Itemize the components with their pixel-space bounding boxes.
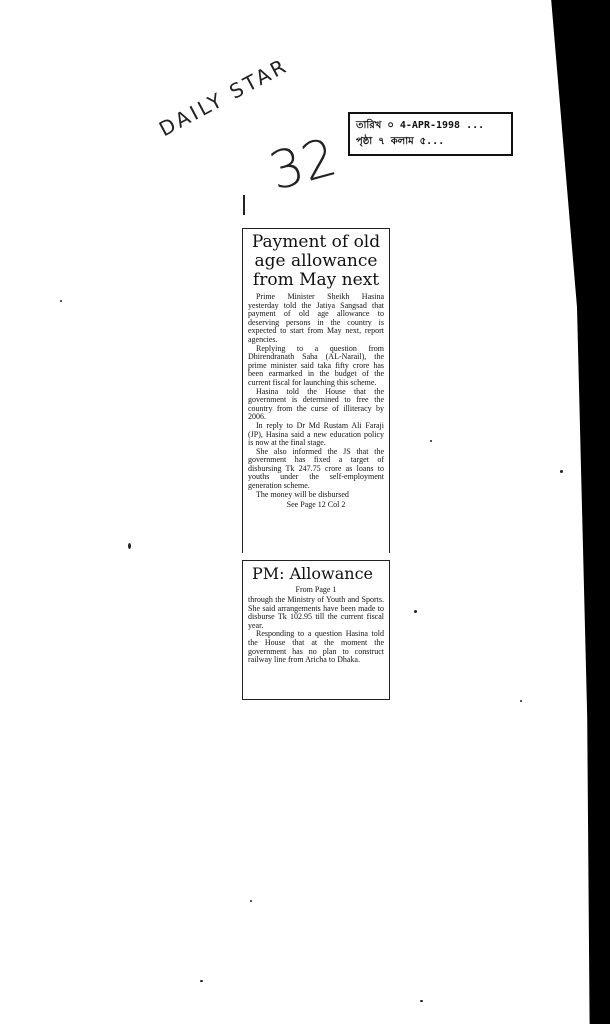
article-paragraph: Replying to a question from Dhirendranath Saha (AL-Narail), the prime minister said taka fifty crore has been earmarked in the budget of the current fiscal for launching this scheme. [248, 343, 384, 387]
article-paragraph: Hasina told the House that the government is determined to free the country from the curse of illiteracy by 2006. [248, 386, 384, 422]
continuation-body [248, 596, 384, 665]
article-headline: Payment of old age allowance from May next [251, 232, 381, 290]
stamp-page-line: পৃষ্ঠা ৭ কলাম ৫... [356, 136, 445, 147]
scan-speck [128, 543, 131, 549]
scan-speck [414, 610, 417, 613]
handwritten-page-number: 32 [263, 127, 343, 203]
handwritten-publication-name: DAILY STAR [155, 53, 293, 142]
scan-dark-edge [550, 0, 610, 1024]
continued-on-line: See Page 12 Col 2 [286, 500, 346, 510]
news-clipping-main [242, 228, 390, 553]
scan-speck [60, 300, 62, 302]
scan-speck [520, 700, 522, 702]
article-paragraph: through the Ministry of Youth and Sports. She said arrangements have been made to disburse Tk 102.95 till the current fiscal year. [248, 595, 384, 630]
news-clipping-continuation [242, 560, 390, 700]
continued-from-line: From Page 1 [295, 585, 337, 594]
article-paragraph: She also informed the JS that the government has fixed a target of disbursing Tk 247.75 crore as loans to youths under the self-employment generation scheme. [248, 446, 384, 491]
scan-speck [560, 470, 563, 473]
scan-speck [250, 900, 252, 902]
article-paragraph: Responding to a question Hasina told the House that at the moment the government has no plan to construct railway line from Aricha to Dhaka. [248, 629, 384, 665]
stamp-date-line: তারিখ ০ 4-APR-1998 ... [356, 120, 485, 131]
scan-speck [243, 195, 245, 215]
article-body [248, 293, 384, 499]
article-paragraph: The money will be disbursed [256, 489, 349, 499]
article-paragraph: Prime Minister Sheikh Hasina yesterday told the Jatiya Sangsad that payment of old age allowance to deserving persons in the country is expected to start from May next, report agencies. [248, 292, 384, 344]
scan-speck [200, 980, 203, 982]
scan-speck [420, 1000, 423, 1002]
continuation-headline: PM: Allowance [252, 564, 374, 583]
date-stamp [348, 112, 513, 156]
article-paragraph: In reply to Dr Md Rustam Ali Faraji (JP), Hasina said a new education policy is now at the final stage. [248, 420, 384, 448]
scan-speck [430, 440, 432, 442]
